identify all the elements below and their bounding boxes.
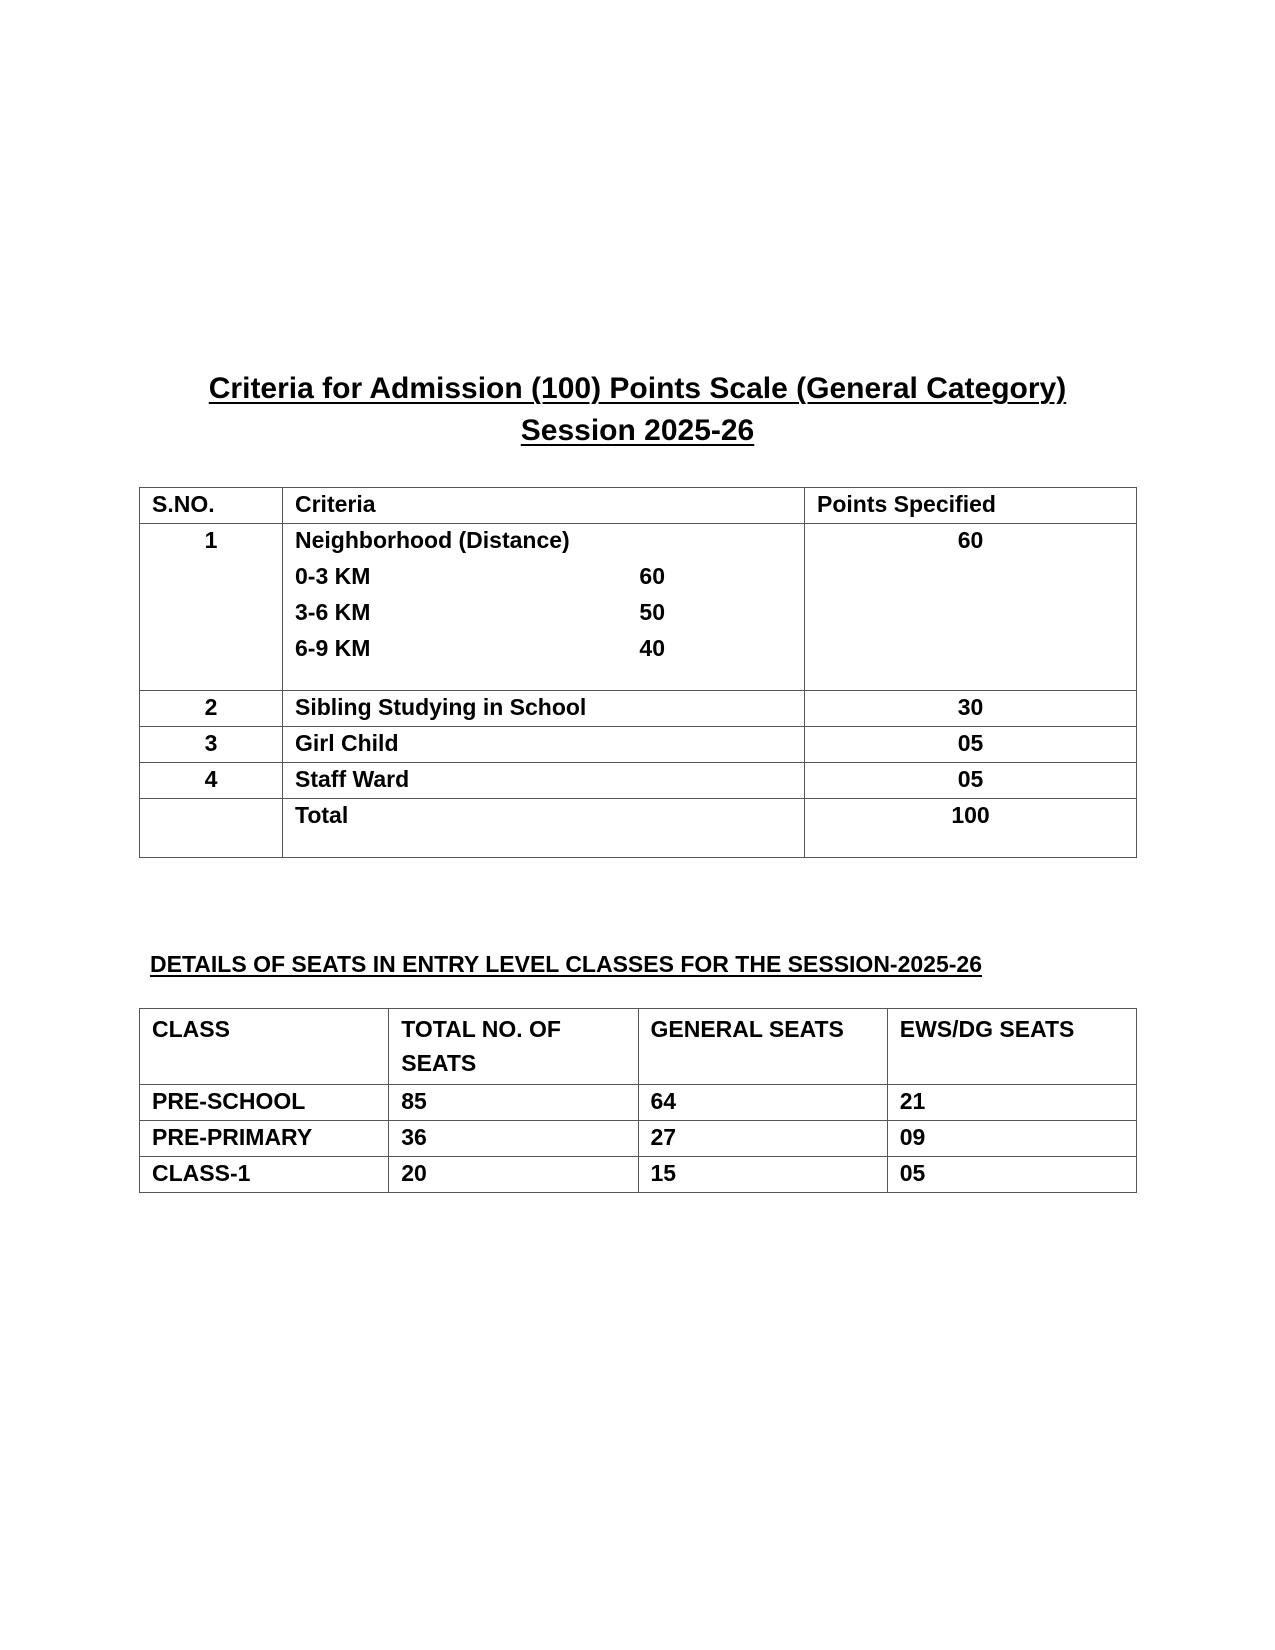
sno-cell: 1 (140, 524, 283, 691)
class-cell: PRE-SCHOOL (140, 1085, 389, 1121)
table-row (140, 763, 1137, 799)
points-cell: 05 (805, 763, 1137, 799)
total-cell: 20 (389, 1157, 638, 1193)
total-cell: 36 (389, 1121, 638, 1157)
sno-cell: 3 (140, 727, 283, 763)
criteria-cell: Girl Child (283, 727, 805, 763)
distance-item: 3-6 KM 50 (295, 599, 665, 625)
criteria-table (139, 487, 1137, 858)
sno-cell (140, 799, 283, 858)
sno-cell: 4 (140, 763, 283, 799)
table-row (140, 524, 1137, 691)
session-subtitle: Session 2025-26 (520, 414, 755, 447)
criteria-header-row (140, 488, 1137, 524)
ews-cell: 05 (887, 1157, 1136, 1193)
table-row (140, 727, 1137, 763)
general-cell: 15 (638, 1157, 887, 1193)
criteria-cell: Sibling Studying in School (283, 691, 805, 727)
seats-header-row (140, 1009, 1137, 1085)
class-cell: CLASS-1 (140, 1157, 389, 1193)
criteria-cell: Staff Ward (283, 763, 805, 799)
document-title: Criteria for Admission (100) Points Scale (General Category) (208, 372, 1067, 405)
table-row (140, 1085, 1137, 1121)
seats-table (139, 1008, 1137, 1193)
header-class: CLASS (140, 1009, 389, 1085)
header-general-seats: GENERAL SEATS (638, 1009, 887, 1085)
ews-cell: 09 (887, 1121, 1136, 1157)
total-row (140, 799, 1137, 858)
table-row (140, 1157, 1137, 1193)
criteria-label: Neighborhood (Distance) (295, 527, 570, 553)
header-criteria: Criteria (283, 488, 805, 524)
header-total-seats: TOTAL NO. OF SEATS (389, 1009, 638, 1085)
general-cell: 64 (638, 1085, 887, 1121)
class-cell: PRE-PRIMARY (140, 1121, 389, 1157)
criteria-cell (283, 524, 805, 691)
sno-cell: 2 (140, 691, 283, 727)
table-row (140, 691, 1137, 727)
header-sno: S.NO. (140, 488, 283, 524)
seats-heading: DETAILS OF SEATS IN ENTRY LEVEL CLASSES FOR THE SESSION-2025-26 (150, 951, 982, 977)
points-cell: 05 (805, 727, 1137, 763)
points-cell: 30 (805, 691, 1137, 727)
ews-cell: 21 (887, 1085, 1136, 1121)
distance-item: 6-9 KM 40 (295, 635, 665, 661)
header-ews-seats: EWS/DG SEATS (887, 1009, 1136, 1085)
table-row (140, 1121, 1137, 1157)
points-cell: 60 (805, 524, 1137, 691)
total-label: Total (283, 799, 805, 858)
total-cell: 85 (389, 1085, 638, 1121)
header-points: Points Specified (805, 488, 1137, 524)
distance-item: 0-3 KM 60 (295, 563, 665, 589)
total-points: 100 (805, 799, 1137, 858)
general-cell: 27 (638, 1121, 887, 1157)
